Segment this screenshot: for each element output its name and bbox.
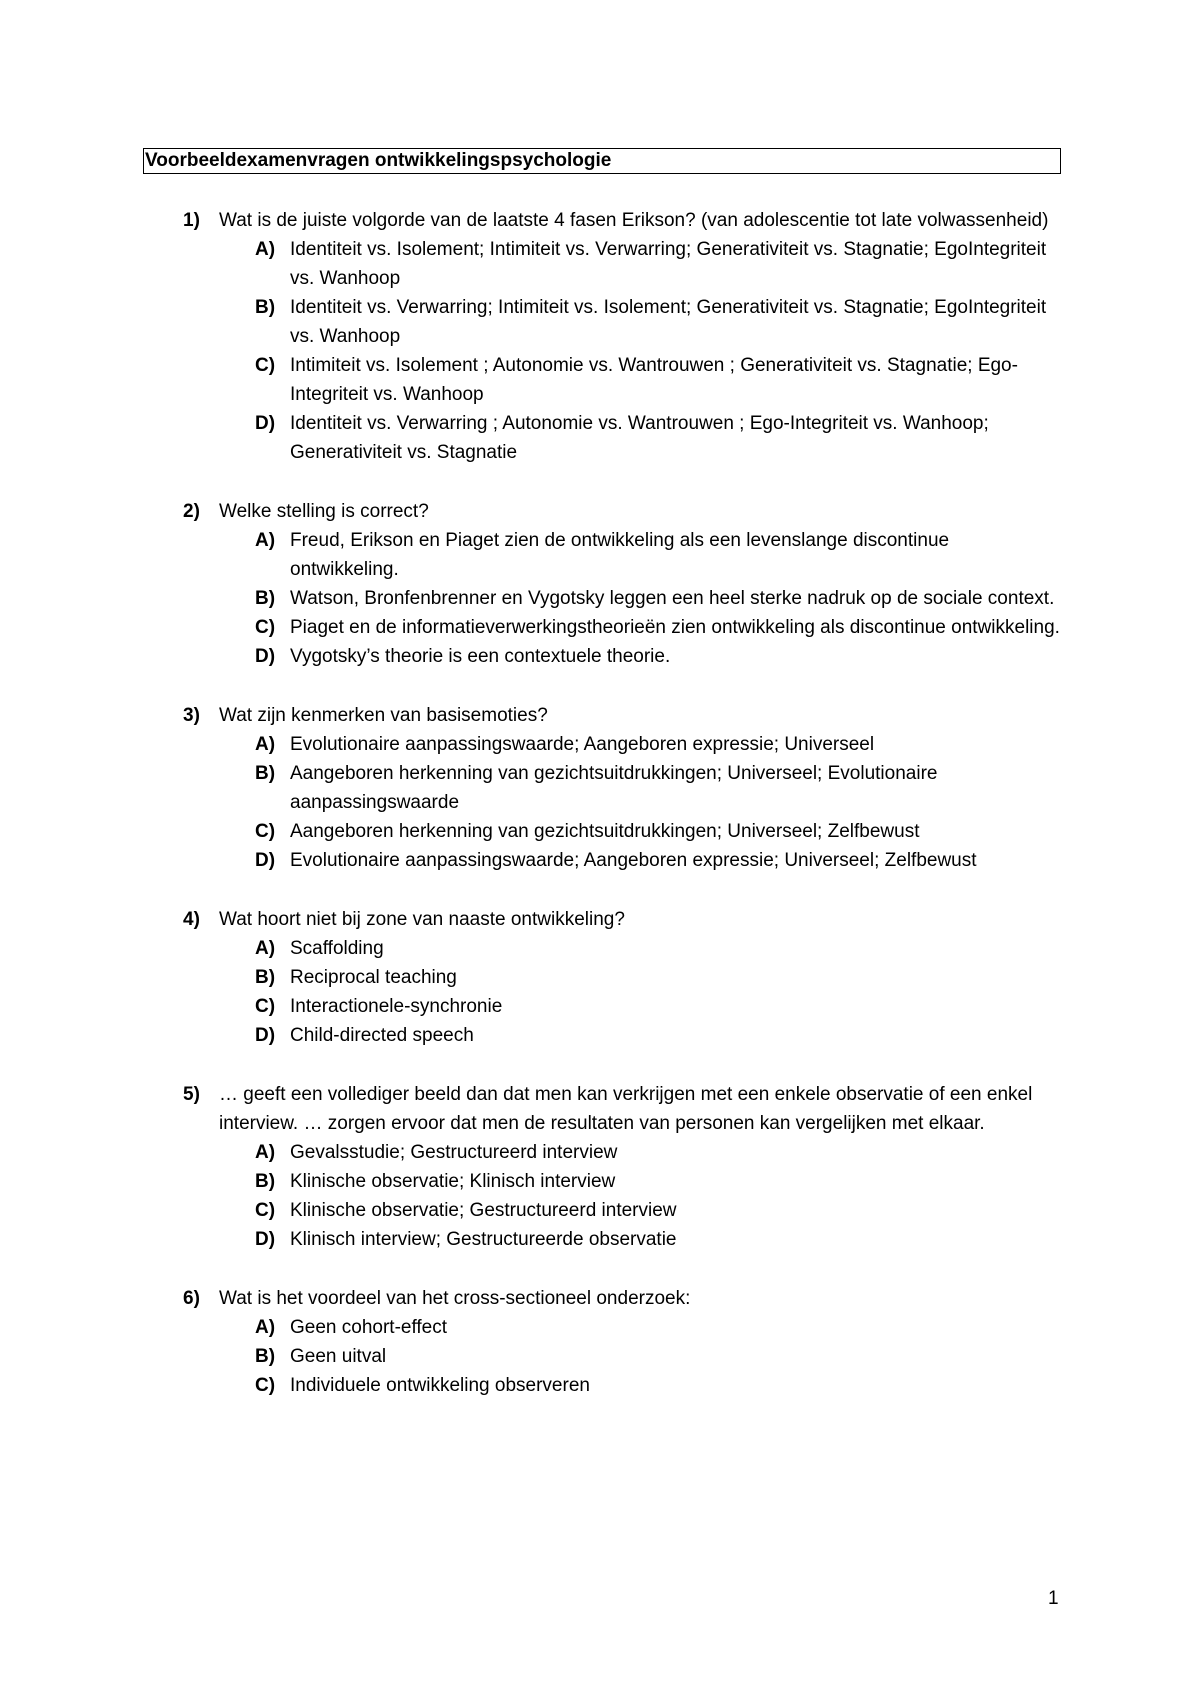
question-number: 1)	[183, 210, 200, 231]
answer-letter: B)	[255, 297, 276, 318]
answer-letter: A)	[255, 239, 276, 260]
answer-text: Child-directed speech	[290, 1025, 474, 1046]
answer-option	[0, 963, 1200, 992]
question-list	[0, 206, 1200, 1430]
answer-option	[0, 526, 1200, 584]
answer-letter: C)	[255, 1200, 276, 1221]
answer-text: Scaffolding	[290, 938, 384, 959]
answer-text: Identiteit vs. Verwarring ; Autonomie vs. Wantrouwen ; Ego-Integriteit vs. Wanhoop; Generativiteit vs. Stagnatie	[290, 413, 989, 463]
answer-option	[0, 1138, 1200, 1167]
answer-option	[0, 934, 1200, 963]
answer-option	[0, 351, 1200, 409]
answer-text: Aangeboren herkenning van gezichtsuitdrukkingen; Universeel; Zelfbewust	[290, 821, 920, 842]
answer-text: Vygotsky’s theorie is een contextuele theorie.	[290, 646, 671, 667]
document-title: Voorbeeldexamenvragen ontwikkelingspsychologie	[143, 148, 1061, 174]
question-number: 6)	[183, 1288, 200, 1309]
question-number: 4)	[183, 909, 200, 930]
answer-text: Klinische observatie; Klinisch interview	[290, 1171, 616, 1192]
answer-text: Individuele ontwikkeling observeren	[290, 1375, 590, 1396]
answer-text: Identiteit vs. Verwarring; Intimiteit vs. Isolement; Generativiteit vs. Stagnatie; EgoIntegriteit vs. Wanhoop	[290, 297, 1047, 347]
question-text: Wat hoort niet bij zone van naaste ontwikkeling?	[219, 909, 625, 930]
answer-letter: A)	[255, 530, 276, 551]
answer-option	[0, 235, 1200, 293]
answer-letter: D)	[255, 1025, 276, 1046]
answer-text: Intimiteit vs. Isolement ; Autonomie vs. Wantrouwen ; Generativiteit vs. Stagnatie; Ego-Integriteit vs. Wanhoop	[290, 355, 1018, 405]
answer-text: Piaget en de informatieverwerkingstheorieën zien ontwikkeling als discontinue ontwikkeling.	[290, 617, 1060, 638]
question-item	[0, 701, 1200, 875]
answer-letter: A)	[255, 1317, 276, 1338]
answer-text: Gevalsstudie; Gestructureerd interview	[290, 1142, 618, 1163]
answer-letter: B)	[255, 763, 276, 784]
answer-text: Reciprocal teaching	[290, 967, 457, 988]
answer-option	[0, 1225, 1200, 1254]
question-number: 2)	[183, 501, 200, 522]
answer-letter: A)	[255, 938, 276, 959]
answer-letter: C)	[255, 355, 276, 376]
answer-list	[0, 235, 1200, 467]
answer-letter: C)	[255, 821, 276, 842]
answer-option	[0, 992, 1200, 1021]
question-item	[0, 497, 1200, 671]
answer-text: Freud, Erikson en Piaget zien de ontwikkeling als een levenslange discontinue ontwikkeling.	[290, 530, 950, 580]
answer-text: Geen cohort-effect	[290, 1317, 448, 1338]
answer-letter: D)	[255, 850, 276, 871]
answer-option	[0, 1313, 1200, 1342]
answer-option	[0, 409, 1200, 467]
answer-list	[0, 1313, 1200, 1400]
answer-option	[0, 584, 1200, 613]
answer-letter: B)	[255, 1346, 276, 1367]
answer-letter: D)	[255, 1229, 276, 1250]
answer-text: Aangeboren herkenning van gezichtsuitdrukkingen; Universeel; Evolutionaire aanpassingswaarde	[290, 763, 938, 813]
answer-option	[0, 817, 1200, 846]
answer-text: Identiteit vs. Isolement; Intimiteit vs. Verwarring; Generativiteit vs. Stagnatie; EgoIntegriteit vs. Wanhoop	[290, 239, 1047, 289]
answer-letter: C)	[255, 617, 276, 638]
answer-list	[0, 934, 1200, 1050]
answer-option	[0, 1371, 1200, 1400]
answer-option	[0, 846, 1200, 875]
answer-text: Klinisch interview; Gestructureerde observatie	[290, 1229, 677, 1250]
question-item	[0, 1080, 1200, 1254]
answer-list	[0, 730, 1200, 875]
answer-option	[0, 642, 1200, 671]
question-text: Wat is het voordeel van het cross-sectioneel onderzoek:	[219, 1288, 691, 1309]
question-text: Welke stelling is correct?	[219, 501, 429, 522]
question-text: … geeft een vollediger beeld dan dat men kan verkrijgen met een enkele observatie of een enkel interview. … zorgen ervoor dat men de resultaten van personen kan vergelijken met elkaar.	[219, 1084, 1033, 1134]
question-item	[0, 905, 1200, 1050]
question-number: 3)	[183, 705, 200, 726]
answer-text: Watson, Bronfenbrenner en Vygotsky leggen een heel sterke nadruk op de sociale context.	[290, 588, 1055, 609]
answer-letter: D)	[255, 646, 276, 667]
answer-text: Interactionele-synchronie	[290, 996, 503, 1017]
answer-letter: B)	[255, 1171, 276, 1192]
answer-text: Evolutionaire aanpassingswaarde; Aangeboren expressie; Universeel; Zelfbewust	[290, 850, 977, 871]
answer-option	[0, 293, 1200, 351]
question-number: 5)	[183, 1084, 200, 1105]
answer-text: Evolutionaire aanpassingswaarde; Aangeboren expressie; Universeel	[290, 734, 875, 755]
answer-letter: A)	[255, 734, 276, 755]
answer-text: Klinische observatie; Gestructureerd interview	[290, 1200, 677, 1221]
answer-list	[0, 526, 1200, 671]
page-number: 1	[1048, 1588, 1059, 1609]
answer-letter: B)	[255, 588, 276, 609]
answer-letter: C)	[255, 996, 276, 1017]
answer-option	[0, 1196, 1200, 1225]
answer-text: Geen uitval	[290, 1346, 387, 1367]
answer-option	[0, 1167, 1200, 1196]
answer-option	[0, 1021, 1200, 1050]
question-item	[0, 206, 1200, 467]
answer-option	[0, 759, 1200, 817]
question-item	[0, 1284, 1200, 1400]
answer-letter: B)	[255, 967, 276, 988]
answer-letter: A)	[255, 1142, 276, 1163]
question-text: Wat zijn kenmerken van basisemoties?	[219, 705, 548, 726]
answer-option	[0, 730, 1200, 759]
answer-letter: C)	[255, 1375, 276, 1396]
answer-option	[0, 613, 1200, 642]
answer-option	[0, 1342, 1200, 1371]
answer-letter: D)	[255, 413, 276, 434]
answer-list	[0, 1138, 1200, 1254]
question-text: Wat is de juiste volgorde van de laatste 4 fasen Erikson? (van adolescentie tot late volwassenheid)	[219, 210, 1049, 231]
